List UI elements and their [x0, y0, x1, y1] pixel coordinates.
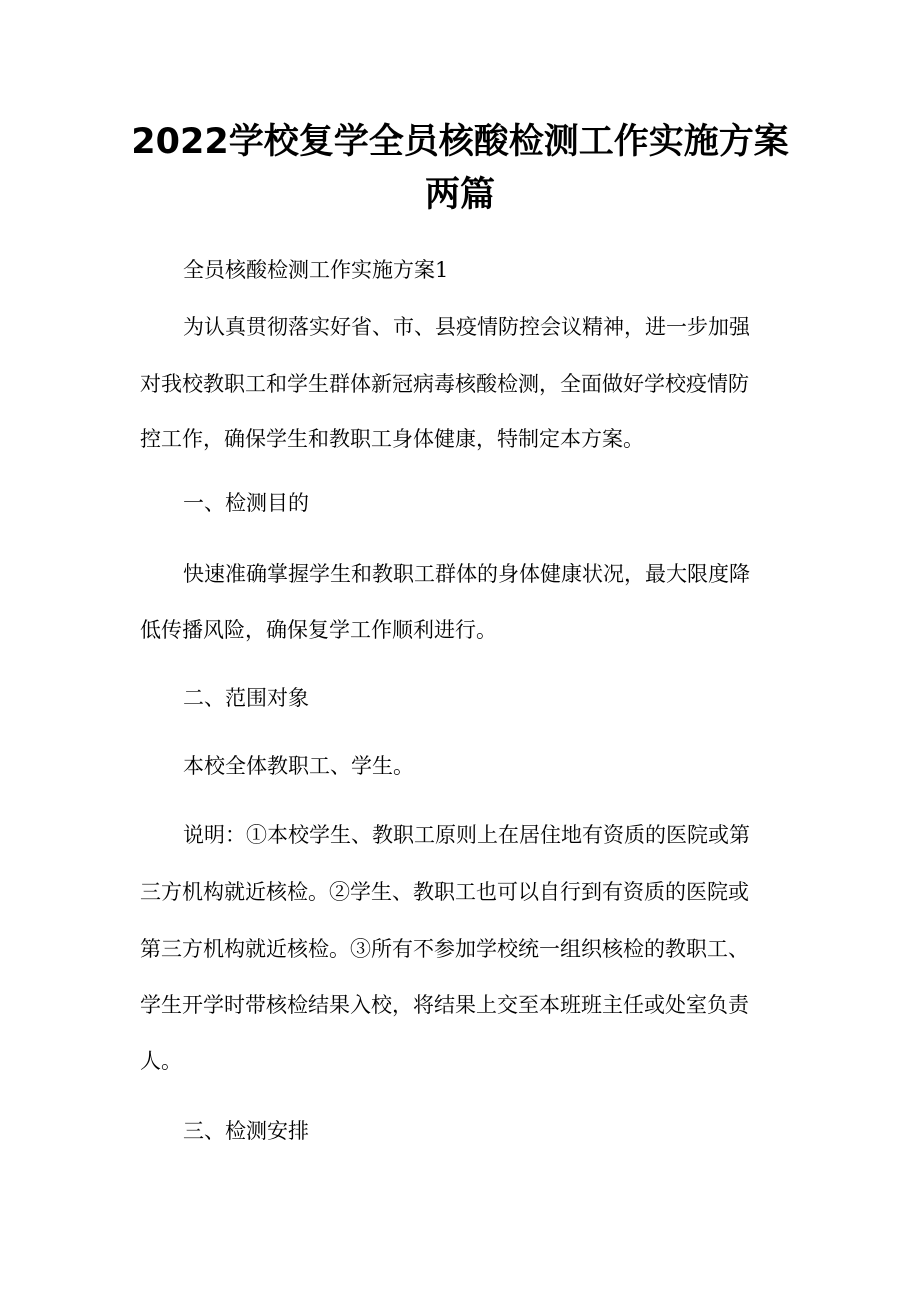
- paragraph-note-line-2: 三方机构就近核检。②学生、教职工也可以自行到有资质的医院或: [140, 880, 749, 904]
- paragraph-note-line-5: 人。: [140, 1049, 182, 1073]
- paragraph-purpose-line-2: 低传播风险，确保复学工作顺利进行。: [140, 618, 497, 642]
- document-title-line-2: 两篇: [424, 175, 495, 215]
- paragraph-scope: 本校全体教职工、学生。: [183, 754, 414, 778]
- section-heading-schedule: 三、检测安排: [183, 1119, 309, 1143]
- paragraph-note-line-1: 说明：①本校学生、教职工原则上在居住地有资质的医院或第: [183, 823, 750, 847]
- paragraph-note-line-3: 第三方机构就近核检。③所有不参加学校统一组织核检的教职工、: [140, 937, 749, 961]
- paragraph-note-line-4: 学生开学时带核检结果入校，将结果上交至本班班主任或处室负责: [140, 993, 749, 1017]
- paragraph-intro-line-2: 对我校教职工和学生群体新冠病毒核酸检测，全面做好学校疫情防: [140, 372, 749, 396]
- section-heading-plan-1: 全员核酸检测工作实施方案1: [183, 258, 449, 282]
- paragraph-intro-line-3: 控工作，确保学生和教职工身体健康，特制定本方案。: [140, 427, 644, 451]
- section-heading-scope: 二、范围对象: [183, 686, 309, 710]
- section-heading-purpose: 一、检测目的: [183, 491, 309, 515]
- document-title-line-1: 2022学校复学全员核酸检测工作实施方案: [131, 122, 789, 162]
- paragraph-purpose-line-1: 快速准确掌握学生和教职工群体的身体健康状况，最大限度降: [183, 562, 750, 586]
- paragraph-intro-line-1: 为认真贯彻落实好省、市、县疫情防控会议精神，进一步加强: [183, 315, 750, 339]
